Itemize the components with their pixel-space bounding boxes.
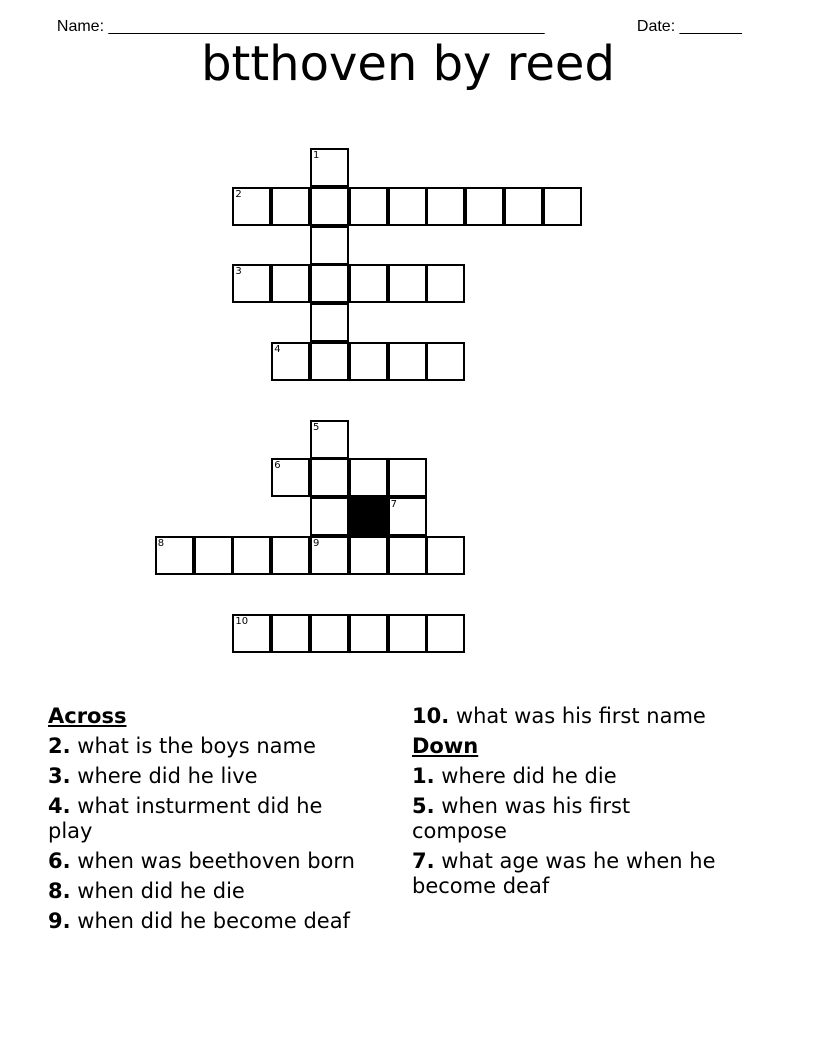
grid-cell[interactable] <box>426 536 465 575</box>
grid-cell[interactable] <box>310 536 349 575</box>
date-line[interactable]: _______ <box>679 18 742 35</box>
clue-text: what age was he when he become deaf <box>412 849 716 898</box>
clue-text: when was his first compose <box>412 794 631 843</box>
clue-text: when was beethoven born <box>77 849 355 873</box>
grid-cell[interactable] <box>388 614 427 653</box>
clue-down-5 <box>412 794 702 844</box>
clue-number: 6. <box>48 849 71 873</box>
clue-number: 10. <box>412 704 450 728</box>
grid-cell[interactable] <box>232 187 271 226</box>
date-label: Date: <box>636 18 680 35</box>
grid-cell[interactable] <box>504 187 543 226</box>
clue-number-label: 3 <box>235 266 242 278</box>
clue-text: where did he live <box>77 764 258 788</box>
clue-number-label: 1 <box>313 150 320 161</box>
grid-cell[interactable] <box>232 536 271 575</box>
grid-cell[interactable] <box>349 614 388 653</box>
clue-text: when did he become deaf <box>77 909 350 933</box>
across-heading: Across <box>48 704 127 728</box>
grid-cell[interactable] <box>388 342 427 381</box>
name-line[interactable]: _________________________________________________ <box>108 18 545 35</box>
clue-number-label: 10 <box>235 615 249 627</box>
grid-cell[interactable] <box>232 614 271 653</box>
clue-number: 3. <box>48 764 71 788</box>
grid-cell[interactable] <box>310 614 349 653</box>
grid-cell[interactable] <box>349 342 388 381</box>
clue-number: 9. <box>48 909 71 933</box>
clues-column-left <box>48 704 388 939</box>
down-heading: Down <box>412 734 479 758</box>
clue-down-7 <box>412 849 742 899</box>
clue-number: 5. <box>412 794 435 818</box>
clue-down-1 <box>412 764 752 789</box>
grid-cell[interactable] <box>271 614 310 653</box>
grid-cell[interactable] <box>349 187 388 226</box>
grid-cell[interactable] <box>349 458 388 497</box>
grid-cell[interactable] <box>426 614 465 653</box>
clue-number-label: 5 <box>313 421 320 433</box>
grid-cell[interactable] <box>310 264 349 303</box>
grid-cell[interactable] <box>388 536 427 575</box>
clue-across-8 <box>48 879 388 904</box>
name-label: Name: <box>56 18 109 35</box>
grid-cell[interactable] <box>310 303 349 342</box>
clue-number-label: 2 <box>235 188 242 200</box>
clue-number: 8. <box>48 879 71 903</box>
blocked-cell <box>349 497 388 536</box>
grid-cell[interactable] <box>388 187 427 226</box>
grid-cell[interactable] <box>426 264 465 303</box>
grid-cell[interactable] <box>388 264 427 303</box>
grid-cell[interactable] <box>349 536 388 575</box>
grid-cell[interactable] <box>349 264 388 303</box>
grid-cell[interactable] <box>426 342 465 381</box>
grid-cell[interactable] <box>271 458 310 497</box>
clue-number-label: 8 <box>157 538 165 549</box>
clue-text: what was his first name <box>455 704 706 728</box>
grid-cell[interactable] <box>271 264 310 303</box>
clue-across-4 <box>48 794 358 844</box>
clue-number: 4. <box>48 794 71 818</box>
clue-across-2 <box>48 734 388 759</box>
page-title: btthoven by reed <box>201 36 615 92</box>
grid-cell[interactable] <box>310 187 349 226</box>
grid-cell[interactable] <box>426 187 465 226</box>
grid-cell[interactable] <box>271 536 310 575</box>
grid-cell[interactable] <box>310 342 349 381</box>
grid-cell[interactable] <box>310 458 349 497</box>
clue-text: when did he die <box>77 879 245 903</box>
clue-number-label: 9 <box>313 538 320 549</box>
grid-cell[interactable] <box>388 458 427 497</box>
grid-cell[interactable] <box>465 187 504 226</box>
grid-cell[interactable] <box>310 497 349 536</box>
clue-text: where did he die <box>441 764 617 788</box>
grid-cell[interactable] <box>232 264 271 303</box>
grid-cell[interactable] <box>388 497 427 536</box>
clue-across-6 <box>48 849 388 874</box>
clue-number: 1. <box>412 764 435 788</box>
clues-column-right <box>412 704 752 904</box>
clue-text: what insturment did he play <box>48 794 323 843</box>
grid-cell[interactable] <box>271 187 310 226</box>
grid-cell[interactable] <box>155 536 194 575</box>
grid-cell[interactable] <box>310 226 349 265</box>
clue-across-10 <box>412 704 752 729</box>
grid-cell[interactable] <box>310 148 349 187</box>
clue-number-label: 6 <box>274 460 281 472</box>
grid-cell[interactable] <box>271 342 310 381</box>
grid-cell[interactable] <box>310 420 349 459</box>
clue-across-3 <box>48 764 388 789</box>
clue-number: 7. <box>412 849 435 873</box>
clue-across-9 <box>48 909 388 934</box>
clue-number: 2. <box>48 734 71 758</box>
clue-number-label: 4 <box>274 344 281 355</box>
clue-number-label: 7 <box>390 499 397 511</box>
clue-text: what is the boys name <box>77 734 316 758</box>
grid-cell[interactable] <box>194 536 233 575</box>
grid-cell[interactable] <box>543 187 582 226</box>
